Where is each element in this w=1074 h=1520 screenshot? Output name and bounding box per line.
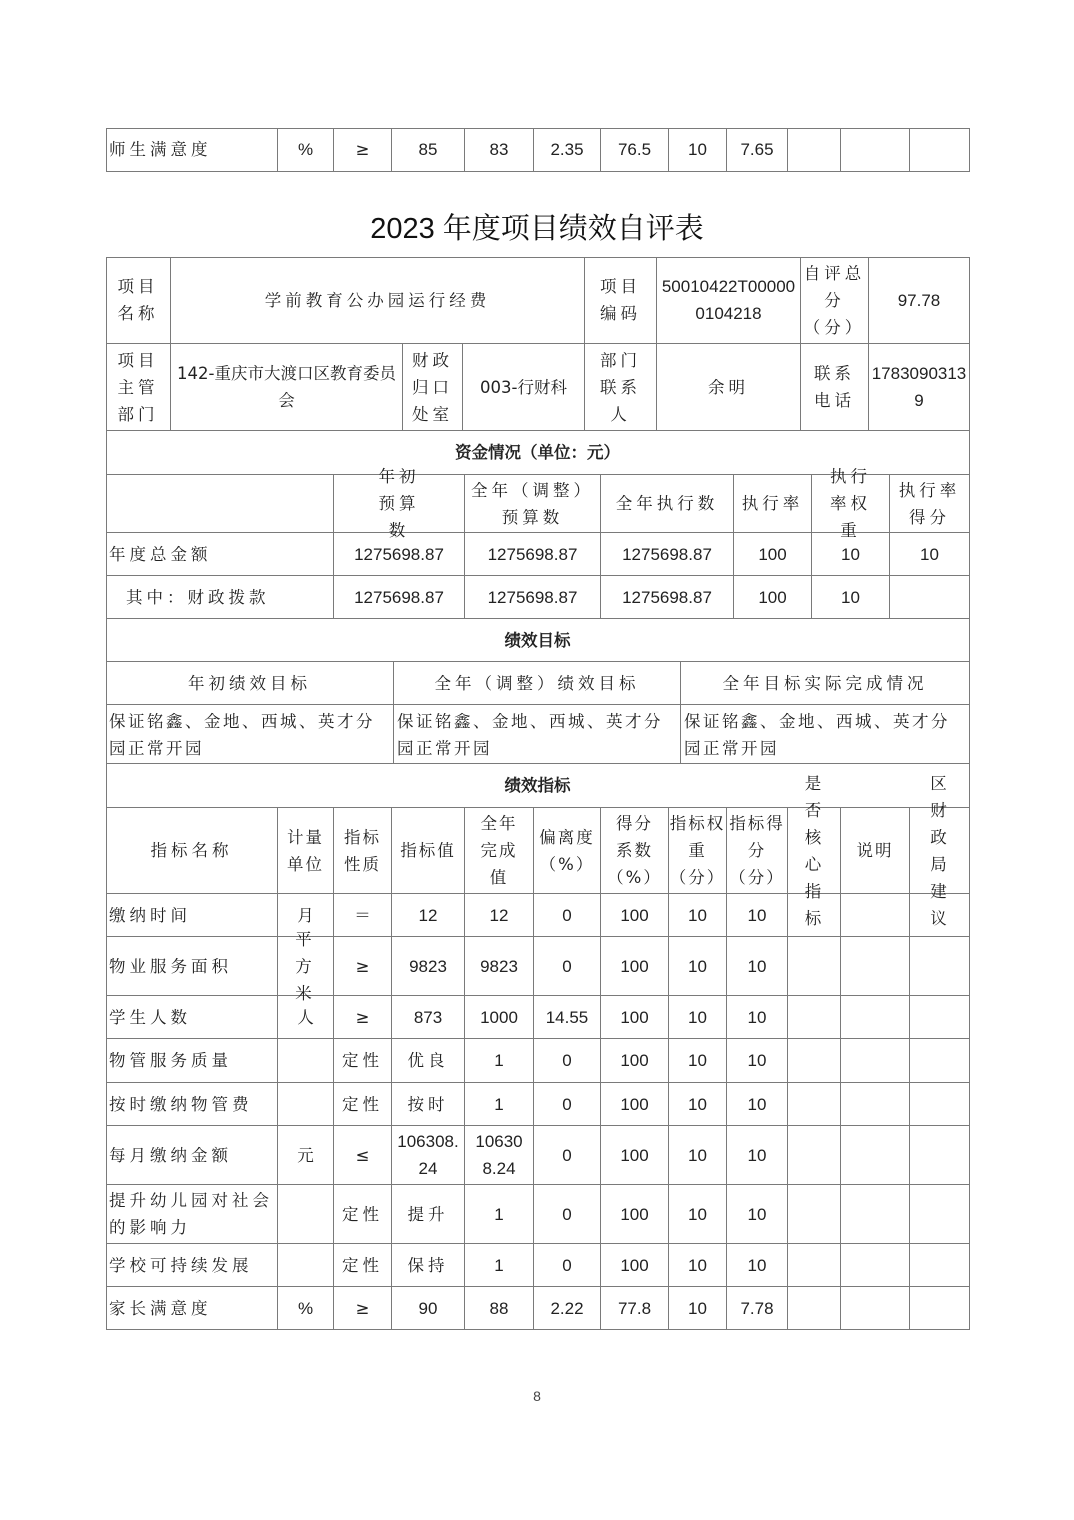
prev-row-target-cell: 85	[392, 128, 465, 172]
funding-cell: 1275698.87	[334, 576, 465, 619]
indicator-cell: 12	[392, 894, 465, 937]
indicator-header-cell: 是否核心指标	[788, 808, 841, 894]
indicator-cell: 10	[727, 1185, 788, 1244]
indicator-cell	[788, 1083, 841, 1126]
indicator-name-cell: 学校可持续发展	[106, 1244, 278, 1287]
indicator-cell: 10	[727, 1083, 788, 1126]
indicator-cell: 0	[534, 1083, 601, 1126]
indicator-cell: 100	[601, 1083, 669, 1126]
indicator-header-cell: 指标得分（分）	[727, 808, 788, 894]
indicator-name-cell: 缴纳时间	[106, 894, 278, 937]
indicator-cell	[788, 1039, 841, 1083]
indicator-cell	[910, 1185, 970, 1244]
indicator-cell: 1	[465, 1039, 534, 1083]
indicator-cell	[841, 937, 910, 996]
indicator-cell	[788, 1185, 841, 1244]
indicator-cell: 106308.24	[392, 1126, 465, 1185]
indicator-cell	[910, 1039, 970, 1083]
indicator-header-cell: 计量单位	[278, 808, 334, 894]
indicator-cell	[841, 1083, 910, 1126]
indicator-cell: 按时	[392, 1083, 465, 1126]
indicator-cell: 90	[392, 1287, 465, 1330]
goals-value-cell: 保证铭鑫、金地、西城、英才分园正常开园	[106, 705, 394, 764]
indicator-cell: 0	[534, 1039, 601, 1083]
indicator-cell: 100	[601, 996, 669, 1039]
indicator-cell: 元	[278, 1126, 334, 1185]
funding-cell: 100	[734, 533, 812, 576]
indicator-cell: 10	[669, 1126, 727, 1185]
indicator-name-cell: 物管服务质量	[106, 1039, 278, 1083]
goals-header-cell: 年初绩效目标	[106, 662, 394, 705]
prev-row-unit-cell: %	[278, 128, 334, 172]
indicator-cell: 100	[601, 1244, 669, 1287]
indicator-name-cell: 家长满意度	[106, 1287, 278, 1330]
indicator-cell: 873	[392, 996, 465, 1039]
indicator-cell: 1	[465, 1083, 534, 1126]
indicator-cell: 100	[601, 1126, 669, 1185]
indicator-cell: 10	[669, 1244, 727, 1287]
funding-cell: 1275698.87	[465, 576, 601, 619]
prev-row-score-cell: 7.65	[727, 128, 788, 172]
prev-row-nature-cell: ≥	[334, 128, 392, 172]
phone: 17830903139	[869, 344, 970, 431]
indicator-cell	[788, 1244, 841, 1287]
indicator-cell: 定性	[334, 1039, 392, 1083]
indicator-cell: 人	[278, 996, 334, 1039]
goals-value-cell: 保证铭鑫、金地、西城、英才分园正常开园	[394, 705, 681, 764]
indicator-cell: 定性	[334, 1244, 392, 1287]
indicator-cell: 0	[534, 1126, 601, 1185]
indicator-cell: 100	[601, 894, 669, 937]
funding-cell: 1275698.87	[465, 533, 601, 576]
indicator-cell	[841, 996, 910, 1039]
indicator-cell: 1	[465, 1244, 534, 1287]
indicator-cell: 10	[727, 1244, 788, 1287]
funding-header-cell: 执行率	[734, 475, 812, 533]
indicator-cell	[788, 894, 841, 937]
funding-row-label: 其中：财政拨款	[106, 576, 334, 619]
indicator-cell	[910, 937, 970, 996]
indicator-cell: 0	[534, 1185, 601, 1244]
indicator-cell	[841, 1244, 910, 1287]
indicator-cell	[278, 1185, 334, 1244]
indicator-cell	[841, 1039, 910, 1083]
indicator-header-cell: 区财政局建议	[910, 808, 970, 894]
funding-cell: 1275698.87	[334, 533, 465, 576]
indicator-cell: 10	[727, 937, 788, 996]
funding-cell	[890, 576, 970, 619]
page-number: 8	[533, 1388, 541, 1404]
indicators-section-title: 绩效指标	[106, 764, 970, 808]
indicator-cell: 77.8	[601, 1287, 669, 1330]
indicator-cell: 7.78	[727, 1287, 788, 1330]
indicator-cell: 88	[465, 1287, 534, 1330]
indicator-cell: 10	[727, 1039, 788, 1083]
funding-cell: 10	[890, 533, 970, 576]
indicator-cell: 10	[727, 996, 788, 1039]
contact: 余明	[657, 344, 801, 431]
indicator-header-cell: 指标权重（分）	[669, 808, 727, 894]
funding-header-cell: 全年执行数	[601, 475, 734, 533]
indicator-name-cell: 学生人数	[106, 996, 278, 1039]
indicator-cell: 10	[727, 894, 788, 937]
indicator-cell: 10	[669, 996, 727, 1039]
dept-label: 项目主管部门	[106, 344, 171, 431]
indicator-cell: ＝	[334, 894, 392, 937]
project-name-label: 项目名称	[106, 257, 171, 344]
indicator-cell: ≥	[334, 996, 392, 1039]
funding-cell: 1275698.87	[601, 576, 734, 619]
indicator-cell: 提升	[392, 1185, 465, 1244]
indicator-cell	[788, 937, 841, 996]
indicator-cell: 106308.24	[465, 1126, 534, 1185]
indicator-cell	[278, 1039, 334, 1083]
project-code: 50010422T000000104218	[657, 257, 801, 344]
indicator-cell: 9823	[465, 937, 534, 996]
dept: 142-重庆市大渡口区教育委员会	[171, 344, 403, 431]
indicator-cell	[788, 996, 841, 1039]
indicator-cell: 优良	[392, 1039, 465, 1083]
funding-header-cell	[106, 475, 334, 533]
indicator-cell: 定性	[334, 1083, 392, 1126]
indicator-cell: 1	[465, 1185, 534, 1244]
indicator-cell	[910, 1126, 970, 1185]
indicator-cell: 10	[669, 1083, 727, 1126]
indicator-cell: 12	[465, 894, 534, 937]
indicator-header-cell: 指标名称	[106, 808, 278, 894]
funding-row-label: 年度总金额	[106, 533, 334, 576]
indicator-cell: 1000	[465, 996, 534, 1039]
indicator-cell: ≤	[334, 1126, 392, 1185]
indicator-cell: 10	[669, 1287, 727, 1330]
indicator-cell: 0	[534, 1244, 601, 1287]
indicator-cell: 100	[601, 1185, 669, 1244]
finance-office: 003-行财科	[463, 344, 585, 431]
indicator-header-cell: 偏离度（%）	[534, 808, 601, 894]
indicator-cell: 14.55	[534, 996, 601, 1039]
indicator-cell: 10	[669, 1039, 727, 1083]
indicator-cell	[278, 1083, 334, 1126]
indicator-cell	[910, 1083, 970, 1126]
project-name: 学前教育公办园运行经费	[171, 257, 585, 344]
prev-row-actual-cell: 83	[465, 128, 534, 172]
funding-header-cell: 全年（调整）预算数	[465, 475, 601, 533]
goals-value-cell: 保证铭鑫、金地、西城、英才分园正常开园	[681, 705, 970, 764]
indicator-cell	[788, 1126, 841, 1185]
contact-label: 部门联系人	[585, 344, 657, 431]
indicator-header-cell: 指标值	[392, 808, 465, 894]
indicator-cell: 10	[669, 937, 727, 996]
prev-row-name-cell: 师生满意度	[106, 128, 278, 172]
indicator-cell: 10	[669, 1185, 727, 1244]
goals-header-cell: 全年（调整）绩效目标	[394, 662, 681, 705]
funding-header-cell: 执行率权重	[812, 475, 890, 533]
prev-row-core-cell	[788, 128, 841, 172]
indicator-cell: 10	[669, 894, 727, 937]
prev-row-advice-cell	[910, 128, 970, 172]
indicator-cell: 保持	[392, 1244, 465, 1287]
indicator-cell: 0	[534, 894, 601, 937]
indicator-name-cell: 提升幼儿园对社会的影响力	[106, 1185, 278, 1244]
indicator-cell	[910, 996, 970, 1039]
indicator-cell	[841, 1287, 910, 1330]
indicator-cell	[910, 894, 970, 937]
funding-cell: 10	[812, 576, 890, 619]
indicator-cell	[841, 894, 910, 937]
funding-cell: 100	[734, 576, 812, 619]
prev-row-deviation-cell: 2.35	[534, 128, 601, 172]
indicator-cell: 2.22	[534, 1287, 601, 1330]
self-score: 97.78	[869, 257, 970, 344]
indicator-cell: %	[278, 1287, 334, 1330]
indicator-header-cell: 得分系数（%）	[601, 808, 669, 894]
goals-header-cell: 全年目标实际完成情况	[681, 662, 970, 705]
indicator-cell	[841, 1126, 910, 1185]
indicator-header-cell: 指标性质	[334, 808, 392, 894]
indicator-cell: 10	[727, 1126, 788, 1185]
indicator-cell	[278, 1244, 334, 1287]
indicator-cell: 月	[278, 894, 334, 937]
funding-cell: 10	[812, 533, 890, 576]
indicator-cell: 0	[534, 937, 601, 996]
indicator-name-cell: 按时缴纳物管费	[106, 1083, 278, 1126]
indicator-header-cell: 全年完成值	[465, 808, 534, 894]
phone-label: 联系电话	[801, 344, 869, 431]
indicator-cell: 100	[601, 1039, 669, 1083]
funding-header-cell: 年初预算数	[334, 475, 465, 533]
indicator-cell	[788, 1287, 841, 1330]
prev-row-note-cell	[841, 128, 910, 172]
indicator-cell: 定性	[334, 1185, 392, 1244]
finance-office-label: 财政归口处室	[403, 344, 463, 431]
page-title: 2023 年度项目绩效自评表	[370, 213, 704, 245]
indicator-cell	[910, 1287, 970, 1330]
indicator-cell: 100	[601, 937, 669, 996]
prev-row-coef-cell: 76.5	[601, 128, 669, 172]
indicator-cell: 9823	[392, 937, 465, 996]
project-code-label: 项目编码	[585, 257, 657, 344]
indicator-cell	[841, 1185, 910, 1244]
prev-row-weight-cell: 10	[669, 128, 727, 172]
indicator-header-cell: 说明	[841, 808, 910, 894]
self-score-label: 自评总分（分）	[801, 257, 869, 344]
funding-cell: 1275698.87	[601, 533, 734, 576]
funding-section-title: 资金情况（单位：元）	[106, 431, 970, 475]
indicator-cell: ≥	[334, 1287, 392, 1330]
indicator-cell: ≥	[334, 937, 392, 996]
indicator-cell: 平方米	[278, 937, 334, 996]
funding-header-cell: 执行率得分	[890, 475, 970, 533]
goals-section-title: 绩效目标	[106, 619, 970, 662]
indicator-name-cell: 每月缴纳金额	[106, 1126, 278, 1185]
indicator-cell	[910, 1244, 970, 1287]
indicator-name-cell: 物业服务面积	[106, 937, 278, 996]
